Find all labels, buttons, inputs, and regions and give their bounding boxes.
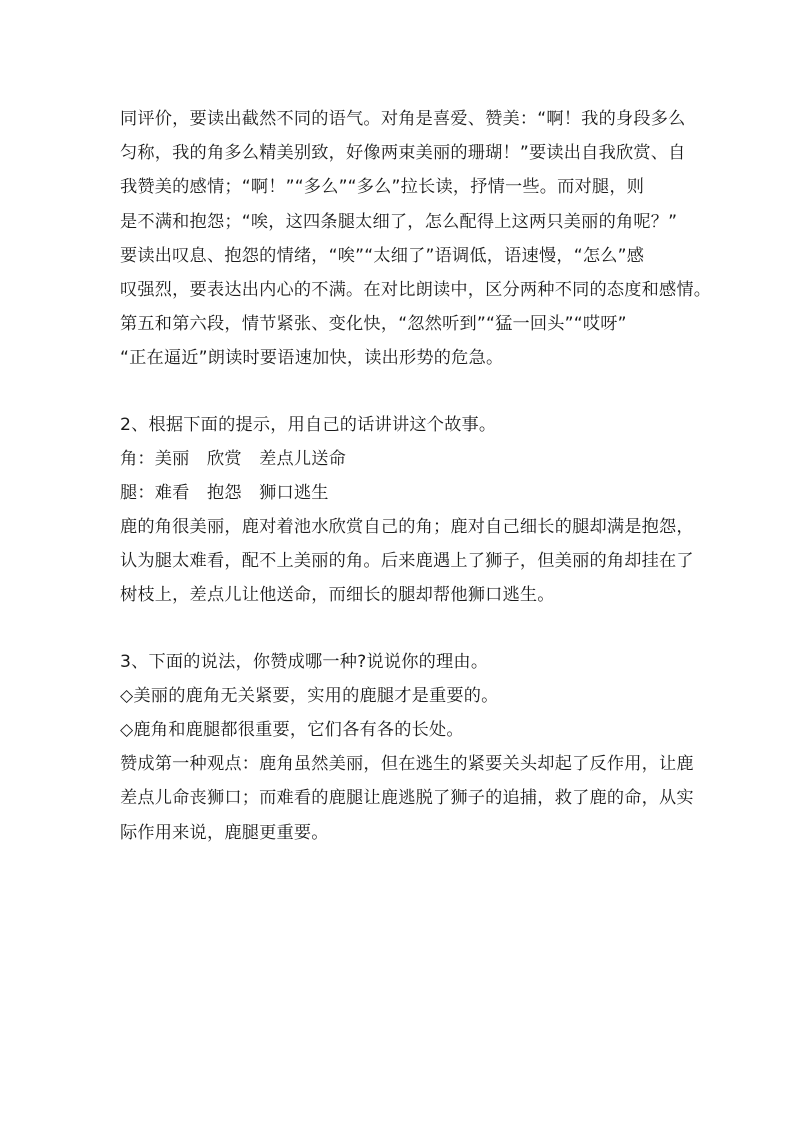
option-1: ◇美丽的鹿角无关紧要，实用的鹿腿才是重要的。: [120, 685, 499, 706]
text-line: “正在逼近”朗读时要语速加快，读出形势的危急。: [120, 348, 504, 369]
text-line: 要读出叹息、抱怨的情绪，“唉”“太细了”语调低，语速慢，“怎么”感: [120, 245, 645, 266]
text-line: 是不满和抱怨；“唉，这四条腿太细了，怎么配得上这两只美丽的角呢？”: [120, 211, 678, 232]
text-line: 叹强烈，要表达出内心的不满。在对比朗读中，区分两种不同的态度和感情。: [120, 279, 712, 300]
reading-guidance-paragraph: [120, 102, 712, 376]
answer-line: 差点儿命丧狮口；而难看的鹿腿让鹿逃脱了狮子的追捕，救了鹿的命，从实: [120, 788, 694, 809]
question-3-section: [120, 645, 694, 850]
document-page: [120, 102, 712, 850]
answer-line: 鹿的角很美丽，鹿对着池水欣赏自己的角；鹿对自己细长的腿却满是抱怨，: [120, 517, 694, 538]
question-2-section: [120, 408, 694, 613]
text-line: 匀称，我的角多么精美别致，好像两束美丽的珊瑚！”要读出自我欣赏、自: [120, 143, 686, 164]
question-2-title: 2、根据下面的提示，用自己的话讲讲这个故事。: [120, 414, 497, 435]
answer-line: 赞成第一种观点：鹿角虽然美丽，但在逃生的紧要关头却起了反作用，让鹿: [120, 754, 694, 775]
answer-line: 认为腿太难看，配不上美丽的角。后来鹿遇上了狮子，但美丽的角却挂在了: [120, 551, 694, 572]
answer-line: 际作用来说，鹿腿更重要。: [120, 822, 329, 843]
section-gap: [120, 613, 690, 645]
answer-line: 树枝上，差点儿让他送命，而细长的腿却帮他狮口逃生。: [120, 585, 555, 606]
option-2: ◇鹿角和鹿腿都很重要，它们各有各的长处。: [120, 720, 464, 740]
question-3-title: 3、下面的说法，你赞成哪一种?说说你的理由。: [120, 651, 489, 672]
hint-tui: 腿：难看 抱怨 狮口逃生: [120, 482, 329, 503]
hint-jiao: 角：美丽 欣赏 差点儿送命: [120, 448, 347, 469]
text-line: 同评价，要读出截然不同的语气。对角是喜爱、赞美：“啊！我的身段多么: [120, 109, 686, 129]
text-line: 我赞美的感情；“啊！”“多么”“多么”拉长读，抒情一些。而对腿，则: [120, 177, 645, 198]
text-line: 第五和第六段，情节紧张、变化快，“忽然听到”“猛一回头”“哎呀”: [120, 314, 627, 335]
section-gap: [120, 376, 690, 408]
